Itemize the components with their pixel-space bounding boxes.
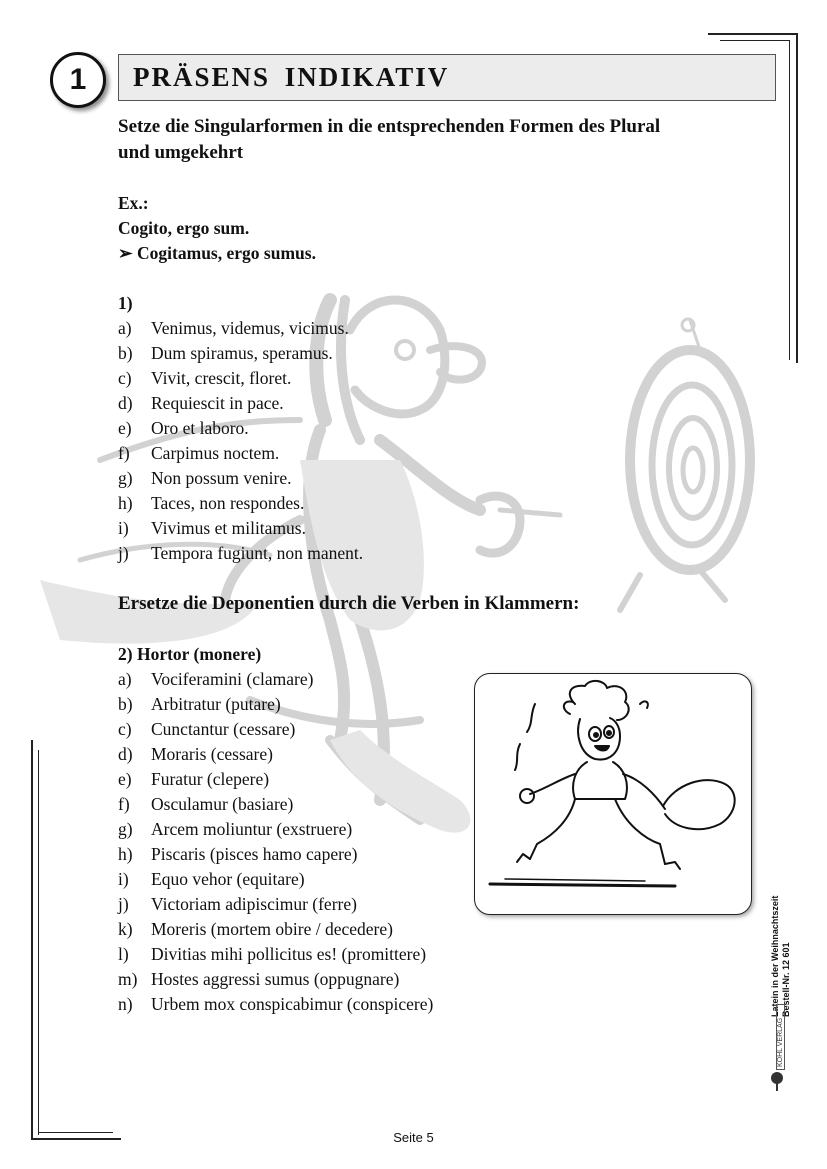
list-item-label: m)	[118, 969, 138, 989]
example-label: Ex.:	[118, 193, 149, 213]
list-item-text: Cunctantur (cessare)	[151, 719, 296, 739]
list-item-label: i)	[118, 518, 129, 538]
list-item-text: Dum spiramus, speramus.	[151, 343, 333, 363]
running-man-illustration	[475, 674, 751, 914]
list-item	[118, 441, 768, 466]
example-answer-row	[118, 241, 768, 266]
list-item	[118, 541, 768, 566]
instruction-1	[118, 114, 768, 166]
list-item	[118, 992, 768, 1017]
list-item	[118, 341, 768, 366]
list-item-label: b)	[118, 694, 133, 714]
list-item	[118, 416, 768, 441]
list-item-label: n)	[118, 994, 133, 1014]
list-item-label: k)	[118, 919, 133, 939]
list-item	[118, 942, 768, 967]
list-item-text: Osculamur (basiare)	[151, 794, 294, 814]
list-item-text: Vociferamini (clamare)	[151, 669, 314, 689]
list-item-text: Moraris (cessare)	[151, 744, 273, 764]
list-item-label: d)	[118, 393, 133, 413]
list-item-label: f)	[118, 443, 130, 463]
list-item-text: Venimus, videmus, vicimus.	[151, 318, 349, 338]
list-item-label: a)	[118, 318, 132, 338]
list-item-label: j)	[118, 894, 129, 914]
section-1-list	[118, 316, 768, 566]
list-item-label: h)	[118, 493, 133, 513]
list-item	[118, 316, 768, 341]
list-item-label: b)	[118, 343, 133, 363]
side-title: Latein in der Weihnachtszeit	[770, 895, 780, 1017]
list-item-label: f)	[118, 794, 130, 814]
instruction-1-line-1: Setze die Singularformen in die entsprechenden Formen des Plural	[118, 116, 661, 137]
instruction-1-line-2: und umgekehrt	[118, 142, 244, 163]
list-item-label: l)	[118, 944, 129, 964]
list-item-text: Equo vehor (equitare)	[151, 869, 305, 889]
list-item-text: Carpimus noctem.	[151, 443, 280, 463]
list-item-label: g)	[118, 468, 133, 488]
example-sentence: Cogito, ergo sum.	[118, 218, 250, 238]
list-item	[118, 917, 768, 942]
exercise-number: 1	[69, 63, 87, 96]
running-man-cartoon	[474, 673, 752, 915]
list-item-text: Arcem moliuntur (exstruere)	[151, 819, 353, 839]
list-item	[118, 391, 768, 416]
list-item-label: e)	[118, 418, 132, 438]
list-item-text: Victoriam adipiscimur (ferre)	[151, 894, 357, 914]
list-item-text: Divitias mihi pollicitus es! (promittere)	[151, 944, 427, 964]
publisher-label: KOHL VERLAG	[776, 1004, 785, 1070]
page-title: PRÄSENS INDIKATIV	[133, 62, 450, 92]
list-item-text: Taces, non respondes.	[151, 493, 305, 513]
list-item-text: Vivit, crescit, floret.	[151, 368, 292, 388]
list-item-text: Non possum venire.	[151, 468, 292, 488]
list-item-text: Arbitratur (putare)	[151, 694, 281, 714]
section-2-heading: 2) Hortor (monere)	[118, 644, 262, 664]
list-item-label: j)	[118, 543, 129, 563]
list-item-text: Urbem mox conspicabimur (conspicere)	[151, 994, 434, 1014]
instruction-2: Ersetze die Deponentien durch die Verben in Klammern:	[118, 593, 580, 614]
list-item	[118, 491, 768, 516]
list-item-label: e)	[118, 769, 132, 789]
list-item-label: c)	[118, 368, 132, 388]
list-item-label: g)	[118, 819, 133, 839]
list-item-text: Requiescit in pace.	[151, 393, 284, 413]
list-item-text: Piscaris (pisces hamo capere)	[151, 844, 358, 864]
list-item-label: d)	[118, 744, 133, 764]
list-item-text: Tempora fugiunt, non manent.	[151, 543, 364, 563]
list-item-text: Hostes aggressi sumus (oppugnare)	[151, 969, 400, 989]
list-item	[118, 466, 768, 491]
example-answer: Cogitamus, ergo sumus.	[137, 243, 316, 263]
side-order-number: Bestell-Nr. 12 601	[781, 942, 791, 1017]
arrow-icon: ➢	[118, 243, 133, 263]
list-item-label: a)	[118, 669, 132, 689]
list-item-label: h)	[118, 844, 133, 864]
list-item-label: i)	[118, 869, 129, 889]
list-item	[118, 366, 768, 391]
list-item	[118, 516, 768, 541]
list-item	[118, 967, 768, 992]
list-item-text: Moreris (mortem obire / decedere)	[151, 919, 393, 939]
list-item-text: Vivimus et militamus.	[151, 518, 306, 538]
page-number: Seite 5	[393, 1130, 434, 1145]
list-item-text: Furatur (clepere)	[151, 769, 270, 789]
section-1-heading: 1)	[118, 293, 133, 313]
list-item-text: Oro et laboro.	[151, 418, 249, 438]
list-item-label: c)	[118, 719, 132, 739]
